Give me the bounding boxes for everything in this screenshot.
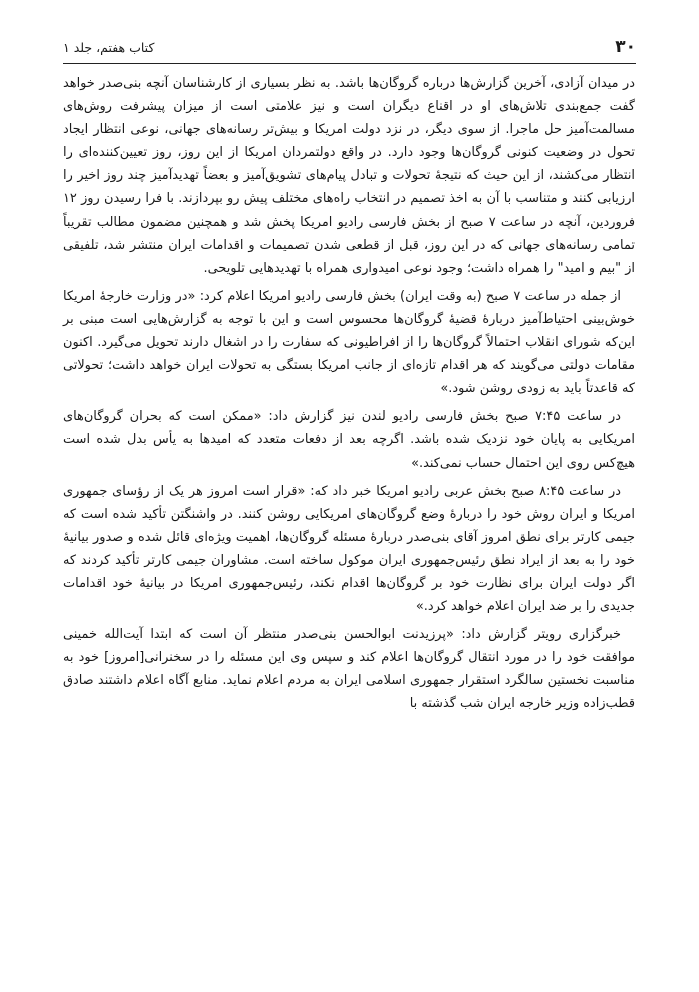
page-body: [63, 72, 635, 716]
paragraph-1: در میدان آزادی، آخرین گزارش‌ها درباره گروگان‌ها باشد. به نظر بسیاری از کارشناسان آنچه بنی‌صدر خواهد گفت جمع‌بندی تلاش‌های او در اقناع دیگران است و نیز علامتی است از میزان پیشرفت روش‌های مسالمت‌آمیز حل ماجرا. از سوی دیگر، در نزد دولت امریکا و بیش‌تر رسانه‌های جهانی، نوعی انتظار ایجاد تحول در وضعیت کنونی گروگان‌ها وجود دارد. در واقع دولتمردان امریکا از این روز، روز تعیین‌کننده‌ای را انتظار می‌کشند، از این حیث که نتیجهٔ تحولات و تبادل پیام‌های تشویق‌آمیز و بعضاً تهدیدآمیز چند روز اخیر را ارزیابی کنند و متناسب با آن به اخذ تصمیم در انتخاب راه‌های مختلف پیش رو بپردازند. با فرا رسیدن روز ۱۲ فروردین، آنچه در ساعت ۷ صبح از بخش فارسی رادیو امریکا پخش شد و همچنین مضمون مطالب تقریباً تمامی رسانه‌های جهانی که در این روز، قبل از قطعی شدن تصمیمات و اقدامات ایران منتشر شد، تلفیقی از "بیم و امید" را همراه داشت؛ وجود نوعی امیدواری همراه با تهدیدهایی تلویحی.: [63, 76, 635, 276]
paragraph-3: در ساعت ۷:۴۵ صبح بخش فارسی رادیو لندن نیز گزارش داد: «ممکن است که بحران گروگان‌های امریکایی به پایان خود نزدیک شده باشد. اگرچه بعد از دفعات متعدد که امیدها به یأس بدل شده است هیچ‌کس روی این احتمال حساب نمی‌کند.»: [63, 409, 635, 471]
paragraph-2: از جمله در ساعت ۷ صبح (به وقت ایران) بخش فارسی رادیو امریکا اعلام کرد: «در وزارت خارجهٔ امریکا خوش‌بینی احتیاط‌آمیز دربارهٔ قضیهٔ گروگان‌ها محسوس است و این با توجه به گزارش‌هایی است مبنی بر این‌که شورای انقلاب احتمالاً گروگان‌ها را از افراطیونی که سفارت را در اشغال دارند تحویل می‌گیرد. اکنون مقامات دولتی می‌گویند که هر اقدام تازه‌ای از جانب امریکا بستگی به تحولات ایران خواهد داشت؛ تحولاتی که قاعدتاً باید به زودی روشن شود.»: [63, 288, 635, 397]
header-divider: [63, 63, 636, 64]
page-header: [63, 30, 636, 64]
page-number: ۳۰: [615, 37, 636, 57]
running-title: کتاب هفتم، جلد ۱: [63, 39, 155, 55]
paragraph-4: در ساعت ۸:۴۵ صبح بخش عربی رادیو امریکا خبر داد که: «قرار است امروز هر یک از رؤسای جمهوری امریکا و ایران روش خود را دربارهٔ وضع گروگان‌های امریکایی روشن کنند. در واشنگتن تأکید شده است که جیمی کارتر برای نطق امروز آقای بنی‌صدر دربارهٔ مسئله گروگان‌ها، اهمیت ویژه‌ای قائل شده و صدور بیانیهٔ خود را به بعد از ایراد نطق رئیس‌جمهوری ایران موکول ساخته است. مشاوران جیمی کارتر تأکید کردند که اگر دولت ایران برای نظارت خود بر گروگان‌ها اقدام نکند، رئیس‌جمهوری امریکا در بیانیهٔ خود اقدامات جدیدی را بر ضد ایران اعلام خواهد کرد.»: [63, 483, 635, 615]
paragraph-5: خبرگزاری رویتر گزارش داد: «پرزیدنت ابوالحسن بنی‌صدر منتظر آن است که ابتدا آیت‌الله خمینی موافقت خود را در مورد انتقال گروگان‌ها اعلام کند و سپس وی این مسئله را در سخنرانی‌[امروز] خود به مناسبت نخستین سالگرد استقرار جمهوری اسلامی ایران به مردم اعلام نماید. منابع آگاه اعلام داشتند صادق قطب‌زاده وزیر خارجه ایران شب گذشته با: [63, 627, 635, 712]
